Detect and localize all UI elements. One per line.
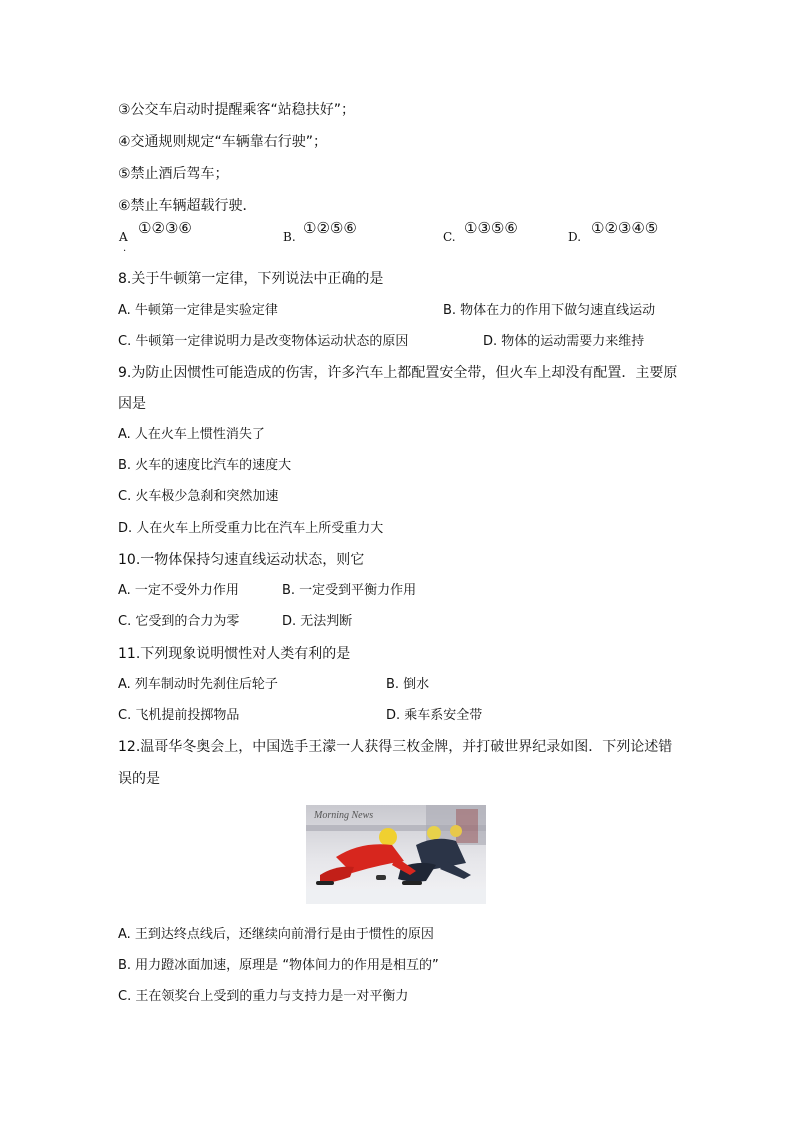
item-4: ④交通规则规定“车辆靠右行驶”； — [118, 134, 328, 150]
q7-option-c-letter: C. — [443, 230, 456, 244]
q8-option-b: B. 物体在力的作用下做匀速直线运动 — [443, 303, 656, 318]
q12-option-b: B. 用力蹬冰面加速，原理是 “物体间力的作用是相互的” — [118, 958, 439, 973]
q10-option-c: C. 它受到的合力为零 — [118, 614, 240, 629]
q8-option-d: D. 物体的运动需要力来维持 — [483, 334, 645, 349]
q7-option-a-text: ①②③⑥ — [138, 219, 192, 237]
q12-option-a: A. 王到达终点线后，还继续向前滑行是由于惯性的原因 — [118, 927, 434, 942]
item-6: ⑥禁止车辆超载行驶． — [118, 198, 257, 214]
q9-option-a: A. 人在火车上惯性消失了 — [118, 427, 265, 442]
q9-stem-line2: 因是 — [118, 396, 146, 412]
q9-option-c: C. 火车极少急刹和突然加速 — [118, 489, 279, 504]
q11-option-a: A. 列车制动时先刹住后轮子 — [118, 677, 278, 692]
q11-option-d: D. 乘车系安全带 — [386, 708, 483, 723]
q11-option-b: B. 倒水 — [386, 677, 430, 692]
q7-option-c-text: ①③⑤⑥ — [464, 219, 518, 237]
q8-stem: 8.关于牛顿第一定律，下列说法中正确的是 — [118, 271, 384, 287]
q10-option-a: A. 一定不受外力作用 — [118, 583, 239, 598]
q9-stem-line1: 9.为防止因惯性可能造成的伤害，许多汽车上都配置安全带，但火车上却没有配置．主要原 — [118, 365, 678, 381]
q10-stem: 10.一物体保持匀速直线运动状态，则它 — [118, 552, 365, 568]
q7-option-a-letter: A — [119, 230, 128, 244]
photo-caption: Morning News — [314, 810, 374, 821]
q7-option-a-dot: . — [123, 243, 127, 254]
q11-stem: 11.下列现象说明惯性对人类有利的是 — [118, 646, 351, 662]
q7-option-d-letter: D. — [568, 230, 582, 244]
q7-option-b-letter: B. — [283, 230, 296, 244]
q9-option-b: B. 火车的速度比汽车的速度大 — [118, 458, 292, 473]
q12-stem-line2: 误的是 — [118, 771, 160, 787]
q11-option-c: C. 飞机提前投掷物品 — [118, 708, 240, 723]
q7-option-d-text: ①②③④⑤ — [591, 219, 659, 237]
item-3: ③公交车启动时提醒乘客“站稳扶好”； — [118, 102, 356, 118]
q10-option-b: B. 一定受到平衡力作用 — [282, 583, 417, 598]
q12-stem-line1: 12.温哥华冬奥会上，中国选手王濛一人获得三枚金牌，并打破世界纪录如图．下列论述错 — [118, 739, 673, 755]
q8-option-a: A. 牛顿第一定律是实验定律 — [118, 303, 278, 318]
q7-option-b-text: ①②⑤⑥ — [303, 219, 357, 237]
q8-option-c: C. 牛顿第一定律说明力是改变物体运动状态的原因 — [118, 334, 409, 349]
speed-skating-photo — [306, 805, 486, 904]
q9-option-d: D. 人在火车上所受重力比在汽车上所受重力大 — [118, 521, 384, 536]
q10-option-d: D. 无法判断 — [282, 614, 353, 629]
item-5: ⑤禁止酒后驾车； — [118, 166, 229, 182]
q12-option-c: C. 王在领奖台上受到的重力与支持力是一对平衡力 — [118, 989, 409, 1004]
